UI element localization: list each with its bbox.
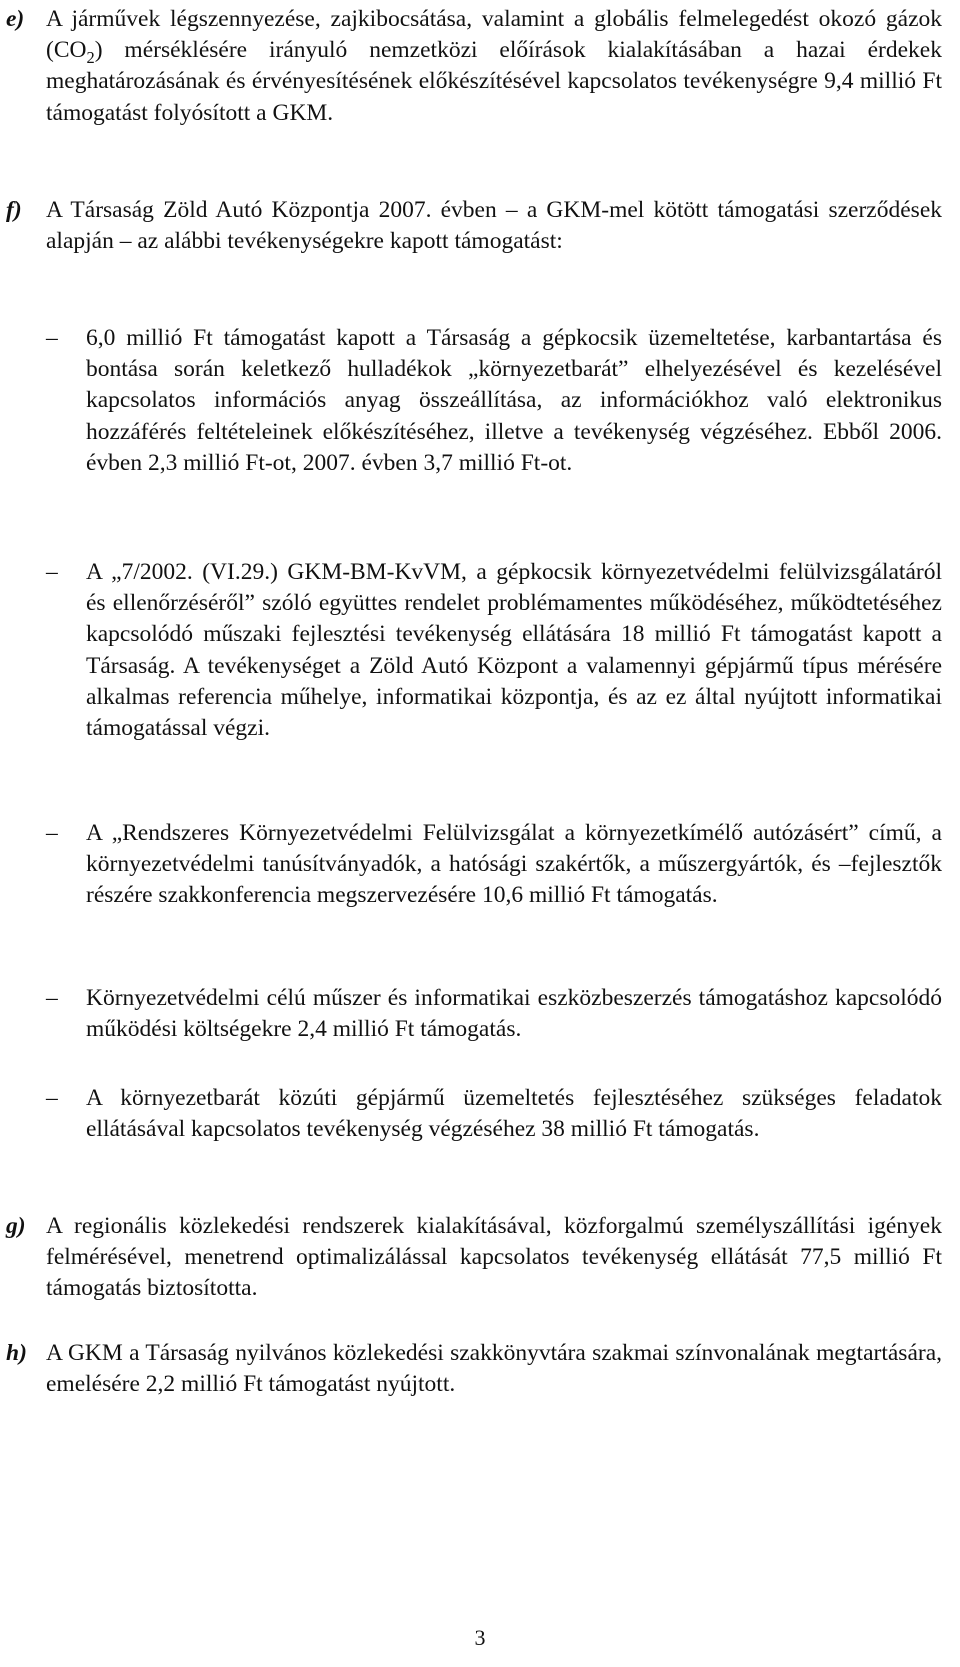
section-g — [6, 1211, 942, 1305]
list-item-text: Környezetvédelmi célú műszer és informatikai eszközbeszerzés támogatáshoz kapcsolódó működési költségekre 2,4 millió Ft támogatás. — [86, 985, 942, 1043]
section-f — [6, 195, 942, 257]
page-number: 3 — [474, 1625, 486, 1650]
section-h — [6, 1338, 942, 1400]
list-item — [46, 1083, 942, 1145]
section-text: A regionális közlekedési rendszerek kialakításával, közforgalmú személyszállítási igények felmérésével, menetrend optimalizálással kapcsolatos tevékenység ellátását 77,5 millió Ft támogatás biztosította. — [46, 1213, 942, 1302]
list-item — [46, 983, 942, 1045]
list-item-text: A „7/2002. (VI.29.) GKM-BM-KvVM, a gépkocsik környezetvédelmi felülvizsgálatáról és ellenőrzéséről” szóló együttes rendelet problémamentes működéséhez, működtetéséhez kapcsolódó műszaki fejlesztési tevékenység ellátására 18 millió Ft támogatást kapott a Társaság. A tevékenységet a Zöld Autó Központ a valamennyi gépjármű típus mérésére alkalmas referencia műhelye, informatikai központja, és az ez által nyújtott informatikai támogatással végzi. — [86, 559, 942, 742]
section-marker: g) — [6, 1213, 26, 1239]
list-item-text: A „Rendszeres Környezetvédelmi Felülvizsgálat a környezetkímélő autózásért” című, a környezetvédelmi tanúsítványadók, a hatósági szakértők, a műszergyártók, és –fejlesztők részére szakkonferencia megszervezésére 10,6 millió Ft támogatás. — [86, 820, 942, 909]
list-dash: – — [46, 985, 58, 1011]
section-text: A járművek légszennyezése, zajkibocsátása, valamint a globális felmelegedést okozó gázok $(CO_2)$ mérséklésére irányuló nemzetközi előírások kialakításában a hazai érdekek meghatározásának és érvényesítésének előkészítésével kapcsolatos tevékenységre 9,4 millió Ft támogatást folyósított a GKM. — [46, 6, 942, 126]
section-text: A Társaság Zöld Autó Központja 2007. évben – a GKM-mel kötött támogatási szerződések alapján – az alábbi tevékenységekre kapott támogatást: — [46, 197, 942, 255]
section-marker: h) — [6, 1340, 27, 1366]
section-e — [6, 4, 942, 129]
section-text: A GKM a Társaság nyilvános közlekedési szakkönyvtára szakmai színvonalának megtartására, emelésére 2,2 millió Ft támogatást nyújtott. — [46, 1340, 942, 1398]
list-dash: – — [46, 559, 58, 585]
list-item — [46, 323, 942, 479]
section-marker: e) — [6, 6, 25, 32]
list-item-text: 6,0 millió Ft támogatást kapott a Társaság a gépkocsik üzemeltetése, karbantartása és bontása során keletkező hulladékok „környezetbarát” elhelyezésével és kezelésével kapcsolatos információs anyag összeállítása, az információkhoz való elektronikus hozzáférés feltételeinek előkészítéséhez, illetve a tevékenység végzéséhez. Ebből 2006. évben 2,3 millió Ft-ot, 2007. évben 3,7 millió Ft-ot. — [86, 325, 942, 476]
list-item — [46, 557, 942, 744]
list-item — [46, 818, 942, 912]
list-dash: – — [46, 1085, 58, 1111]
list-item-text: A környezetbarát közúti gépjármű üzemeltetés fejlesztéséhez szükséges feladatok ellátásával kapcsolatos tevékenység végzéséhez 38 millió Ft támogatás. — [86, 1085, 942, 1143]
list-dash: – — [46, 820, 58, 846]
list-dash: – — [46, 325, 58, 351]
section-marker: f) — [6, 197, 22, 223]
